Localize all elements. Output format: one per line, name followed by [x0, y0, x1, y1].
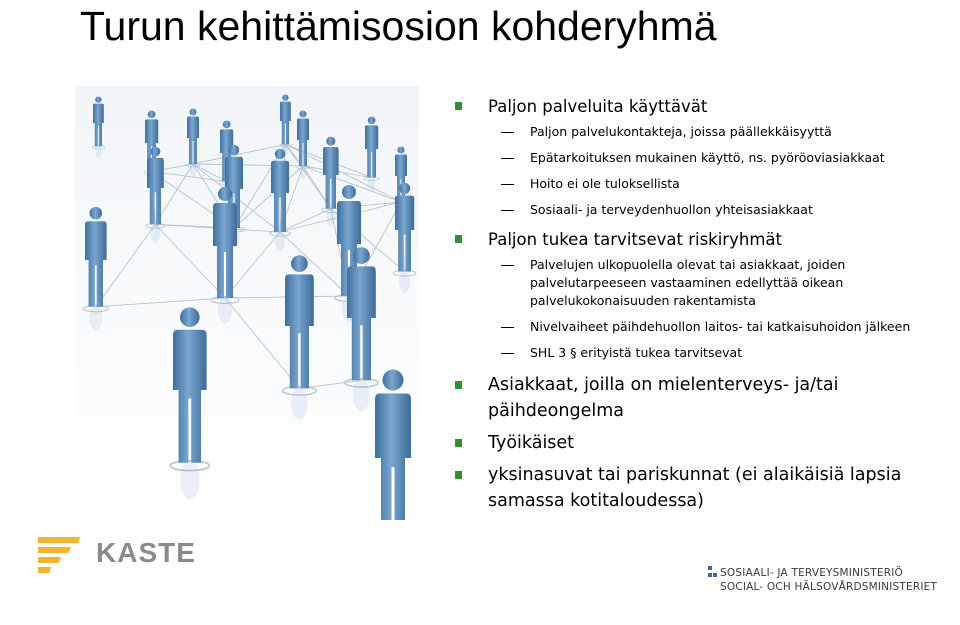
square-bullet-icon — [455, 102, 462, 110]
sub-bullet-item — [455, 149, 945, 167]
sub-bullet-text: Epätarkoituksen mukainen käyttö, ns. pyöröoviasiakkaat — [530, 150, 885, 165]
sub-bullet-list — [455, 123, 945, 219]
sub-bullet-text: SHL 3 § erityistä tukea tarvitsevat — [530, 345, 743, 360]
sub-bullet-text: Hoito ei ole tuloksellista — [530, 176, 680, 191]
sub-bullet-text: Palvelujen ulkopuolella olevat tai asiakkaat, joiden palvelutarpeeseen vastaaminen edellyttää oikean palvelukokonaisuuden rakentamista — [530, 257, 846, 308]
dash-bullet-icon — [501, 353, 514, 354]
kaste-logo — [38, 527, 208, 587]
sub-bullet-item — [455, 175, 945, 193]
dash-bullet-icon — [501, 158, 514, 159]
dash-bullet-icon — [501, 265, 514, 266]
sub-bullet-text: Paljon palvelukontakteja, joissa päällekkäisyyttä — [530, 124, 832, 139]
bullet-item — [455, 372, 945, 424]
bullet-item — [455, 229, 945, 250]
bullet-item — [455, 96, 945, 117]
dash-bullet-icon — [501, 327, 514, 328]
sub-bullet-item — [455, 201, 945, 219]
ministry-name-fi: SOSIAALI- JA TERVEYSMINISTERIÖ — [720, 567, 903, 579]
square-bullet-icon — [455, 439, 462, 447]
page-title: Turun kehittämisosion kohderyhmä — [80, 3, 717, 49]
kaste-logo-text: KASTE — [96, 537, 196, 568]
bullet-text: Paljon tukea tarvitsevat riskiryhmät — [488, 230, 782, 249]
ministry-logo — [706, 566, 937, 594]
dash-bullet-icon — [501, 184, 514, 185]
ministry-name-sv: SOCIAL- OCH HÄLSOVÅRDSMINISTERIET — [720, 581, 938, 593]
bullet-item — [455, 430, 945, 456]
square-bullet-icon — [455, 235, 462, 243]
dash-bullet-icon — [501, 210, 514, 211]
sub-bullet-text: Sosiaali- ja terveydenhuollon yhteisasiakkaat — [530, 202, 813, 217]
sub-bullet-text: Nivelvaiheet päihdehuollon laitos- tai katkaisuhoidon jälkeen — [530, 319, 911, 334]
bullet-text: yksinasuvat tai pariskunnat (ei alaikäisiä lapsia samassa kotitaloudessa) — [488, 465, 902, 511]
sub-bullet-item — [455, 256, 945, 310]
bullet-text: Työikäiset — [488, 433, 575, 453]
bullet-content — [455, 96, 945, 520]
network-people-image — [75, 86, 419, 520]
square-bullet-icon — [455, 471, 462, 479]
sub-bullet-list — [455, 256, 945, 362]
bullet-text: Asiakkaat, joilla on mielenterveys- ja/tai päihdeongelma — [488, 375, 839, 421]
bullet-item — [455, 462, 945, 514]
sub-bullet-item — [455, 123, 945, 141]
bullet-text: Paljon palveluita käyttävät — [488, 97, 708, 116]
sub-bullet-item — [455, 344, 945, 362]
sub-bullet-item — [455, 318, 945, 336]
dash-bullet-icon — [501, 132, 514, 133]
square-bullet-icon — [455, 381, 462, 389]
